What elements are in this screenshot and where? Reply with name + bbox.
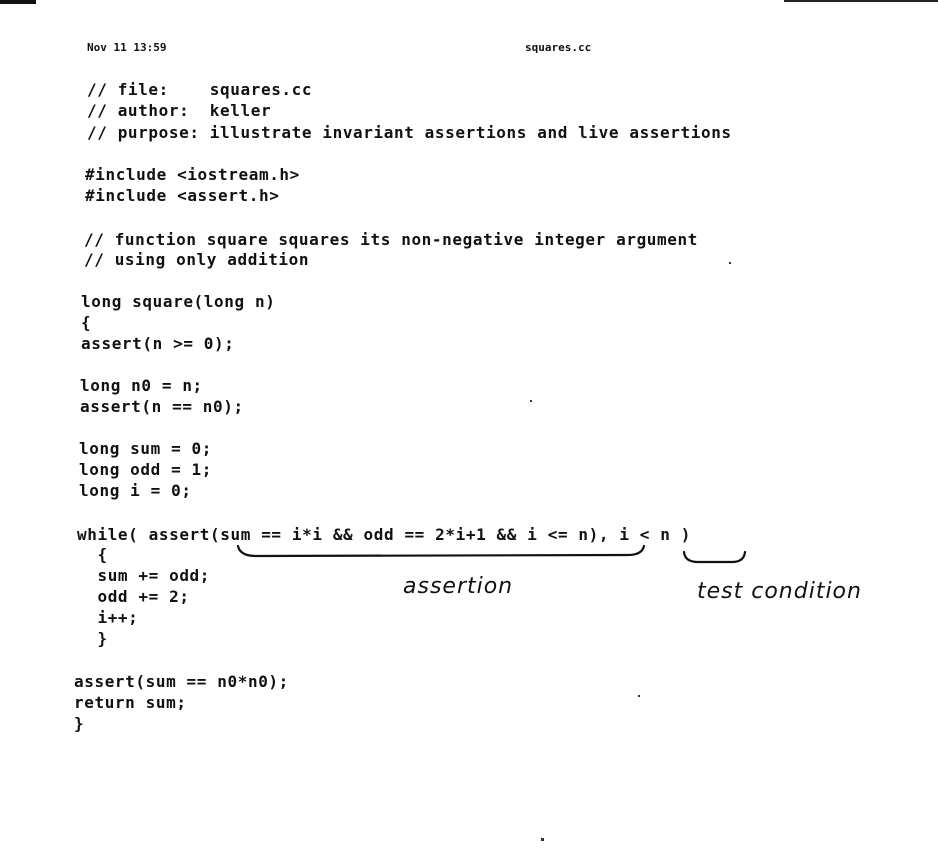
scan-speck (729, 262, 731, 264)
code-line: #include <iostream.h> (85, 165, 300, 184)
code-line: // purpose: illustrate invariant assertions and live assertions (87, 123, 732, 142)
code-line: { (77, 545, 108, 564)
code-line: sum += odd; (77, 566, 211, 585)
code-line: assert(n >= 0); (81, 334, 235, 353)
code-line: } (77, 629, 108, 648)
code-line: long sum = 0; (79, 439, 213, 458)
code-line: // author: keller (87, 101, 272, 120)
code-line: // function square squares its non-negative integer argument (84, 230, 698, 249)
code-line: #include <assert.h> (85, 186, 280, 205)
handwritten-assertion-note: assertion (403, 574, 514, 599)
code-line: assert(n == n0); (80, 397, 244, 416)
test-condition-underbrace (682, 550, 748, 568)
assertion-underbrace (236, 544, 648, 562)
scan-speck (638, 695, 640, 697)
code-line: long square(long n) (81, 292, 276, 311)
scan-edge-mark (0, 0, 36, 4)
print-date: Nov 11 13:59 (87, 41, 167, 54)
scan-edge-mark (784, 0, 938, 2)
code-line: { (81, 313, 92, 332)
code-line: // file: squares.cc (87, 80, 313, 99)
code-line: long n0 = n; (80, 376, 203, 395)
scan-speck (541, 838, 544, 841)
scan-speck (530, 400, 532, 402)
code-line: odd += 2; (77, 587, 190, 606)
handwritten-test-condition-note: test condition (697, 579, 862, 604)
code-line: while( assert(sum == i*i && odd == 2*i+1 && i <= n), i < n ) (77, 525, 691, 544)
code-line: } (74, 714, 85, 733)
code-line: // using only addition (84, 250, 310, 269)
code-line: i++; (77, 608, 139, 627)
code-line: long odd = 1; (79, 460, 213, 479)
code-line: return sum; (74, 693, 187, 712)
code-line: assert(sum == n0*n0); (74, 672, 289, 691)
code-line: long i = 0; (79, 481, 192, 500)
print-filename: squares.cc (525, 41, 592, 54)
